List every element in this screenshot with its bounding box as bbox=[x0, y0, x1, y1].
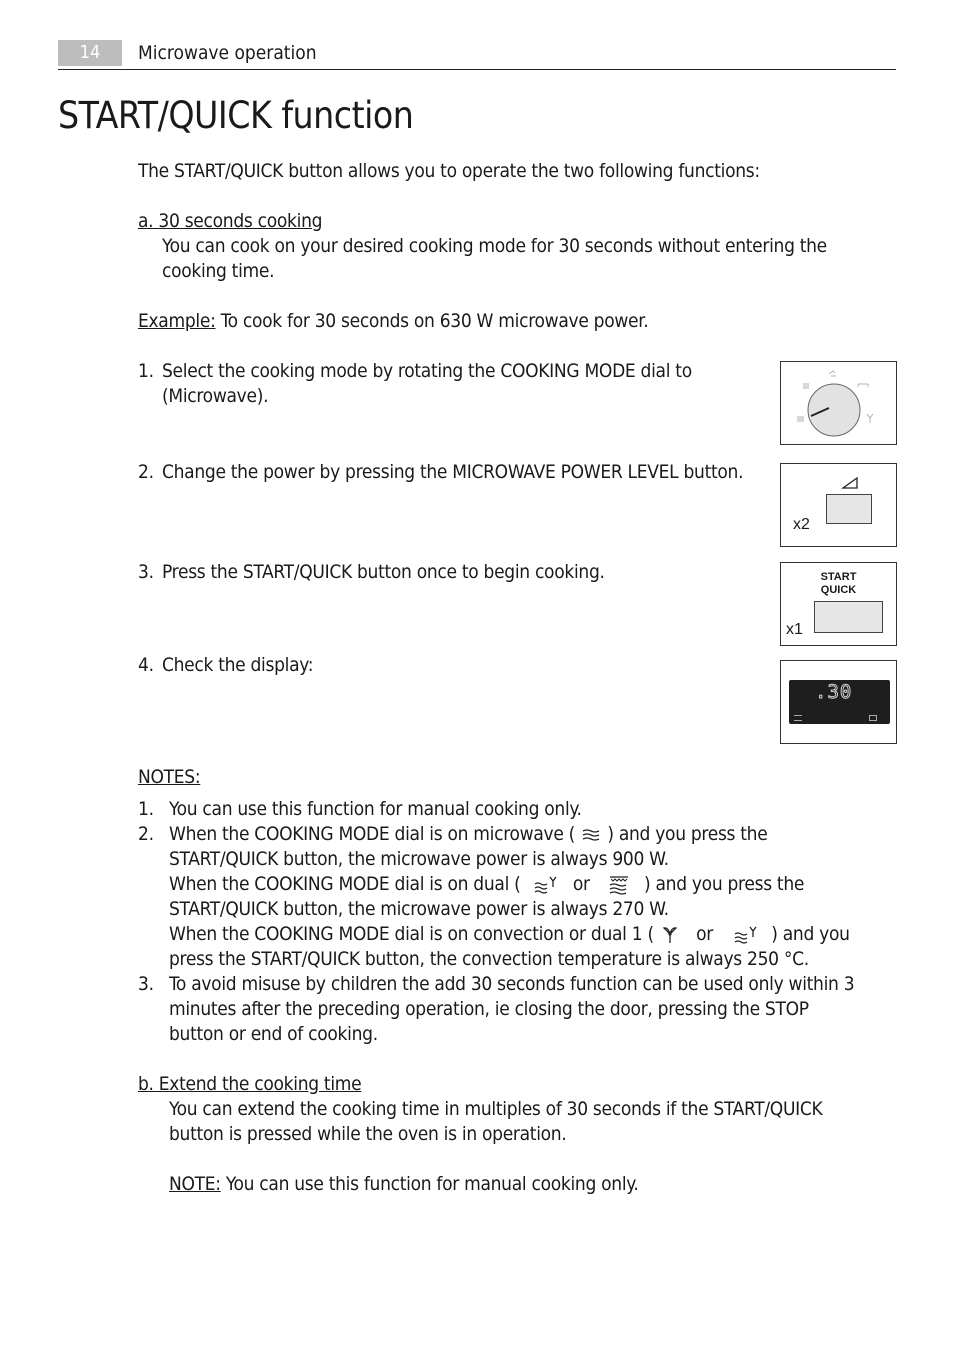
section-b-note-text: You can use this function for manual cooking only. bbox=[225, 1173, 639, 1195]
step-3-text: Press the START/QUICK button once to begin cooking. bbox=[162, 561, 605, 583]
start-press-count: x1 bbox=[786, 621, 803, 638]
section-b-note bbox=[169, 1172, 639, 1197]
start-quick-label bbox=[781, 571, 896, 597]
note-2-l1a: When the COOKING MODE dial is on microwave ( bbox=[169, 823, 576, 845]
note-2-line-4: START/QUICK button, the microwave power is always 270 W. bbox=[169, 898, 669, 920]
example-label: Example: bbox=[138, 310, 216, 332]
note-2-line-3 bbox=[169, 872, 804, 897]
note-2-or-2: or bbox=[696, 923, 713, 945]
notes-heading: NOTES: bbox=[138, 766, 201, 788]
note-2-or-1: or bbox=[572, 873, 590, 895]
note-2-l3a: When the COOKING MODE dial is on dual ( bbox=[169, 873, 521, 895]
note-2-l1b: ) and you press the bbox=[607, 823, 768, 845]
note-2-l3b: ) and you press the bbox=[643, 873, 805, 895]
power-level-figure bbox=[780, 463, 897, 547]
section-b-note-label: NOTE: bbox=[169, 1173, 221, 1195]
note-1-num: 1. bbox=[138, 798, 154, 820]
power-level-button[interactable] bbox=[826, 494, 872, 524]
display-figure bbox=[780, 660, 897, 744]
example-line bbox=[138, 309, 648, 334]
step-4-text: Check the display: bbox=[162, 654, 314, 676]
cooking-mode-dial bbox=[781, 362, 896, 444]
microwave-icon bbox=[580, 828, 602, 842]
note-2-l5a: When the COOKING MODE dial is on convection or dual 1 ( bbox=[169, 923, 654, 945]
note-3-line-3: button or end of cooking. bbox=[169, 1023, 378, 1045]
display-mode-icon bbox=[794, 715, 802, 721]
step-2-num: 2. bbox=[138, 461, 154, 483]
convection-icon bbox=[867, 414, 873, 423]
start-quick-figure bbox=[780, 562, 897, 646]
section-b-text-2: button is pressed while the oven is in operation. bbox=[169, 1123, 567, 1145]
note-2-num: 2. bbox=[138, 823, 154, 845]
example-text: To cook for 30 seconds on 630 W microwave power. bbox=[220, 310, 649, 332]
note-2-l5b: ) and you bbox=[771, 923, 850, 945]
note-2-line-2: START/QUICK button, the microwave power is always 900 W. bbox=[169, 848, 669, 870]
section-b-text-1: You can extend the cooking time in multiples of 30 seconds if the START/QUICK bbox=[169, 1098, 823, 1120]
note-3-line-2: minutes after the preceding operation, ie closing the door, pressing the STOP bbox=[169, 998, 809, 1020]
step-1-num: 1. bbox=[138, 360, 154, 382]
section-title: Microwave operation bbox=[138, 42, 317, 64]
step-3-num: 3. bbox=[138, 561, 154, 583]
microwave-icon bbox=[797, 417, 804, 421]
note-2-line-1 bbox=[169, 822, 767, 847]
note-1-text: You can use this function for manual cooking only. bbox=[169, 798, 582, 820]
power-press-count: x2 bbox=[793, 516, 810, 533]
note-2-line-5 bbox=[169, 922, 850, 947]
header-divider bbox=[58, 69, 896, 70]
dual-1-icon bbox=[732, 925, 760, 945]
convection-icon bbox=[659, 925, 681, 945]
quick-label: QUICK bbox=[820, 584, 857, 596]
oven-display bbox=[789, 680, 890, 724]
step-1-text-2: (Microwave). bbox=[162, 385, 269, 407]
start-label: START bbox=[820, 571, 857, 583]
dual-icon bbox=[532, 875, 560, 895]
display-value: .30 bbox=[815, 681, 853, 703]
note-2-line-6: press the START/QUICK button, the convection temperature is always 250 °C. bbox=[169, 948, 809, 970]
step-1-text-1: Select the cooking mode by rotating the COOKING MODE dial to bbox=[162, 360, 692, 382]
dual-grill-icon bbox=[607, 875, 631, 895]
section-b-heading: b. Extend the cooking time bbox=[138, 1073, 362, 1095]
section-a-text-1: You can cook on your desired cooking mode for 30 seconds without entering the bbox=[162, 235, 827, 257]
power-level-icon bbox=[841, 476, 861, 490]
step-2-text: Change the power by pressing the MICROWAVE POWER LEVEL button. bbox=[162, 461, 744, 483]
intro-text: The START/QUICK button allows you to operate the two following functions: bbox=[138, 160, 760, 182]
note-3-num: 3. bbox=[138, 973, 154, 995]
display-status-icon bbox=[869, 715, 877, 721]
note-3-line-1: To avoid misuse by children the add 30 seconds function can be used only within 3 bbox=[169, 973, 855, 995]
page-title: START/QUICK function bbox=[58, 94, 414, 137]
cooking-mode-dial-figure bbox=[780, 361, 897, 445]
section-a-text-2: cooking time. bbox=[162, 260, 275, 282]
page-number: 14 bbox=[58, 40, 122, 66]
step-4-num: 4. bbox=[138, 654, 154, 676]
section-a-heading: a. 30 seconds cooking bbox=[138, 210, 323, 232]
start-quick-button[interactable] bbox=[814, 601, 883, 633]
